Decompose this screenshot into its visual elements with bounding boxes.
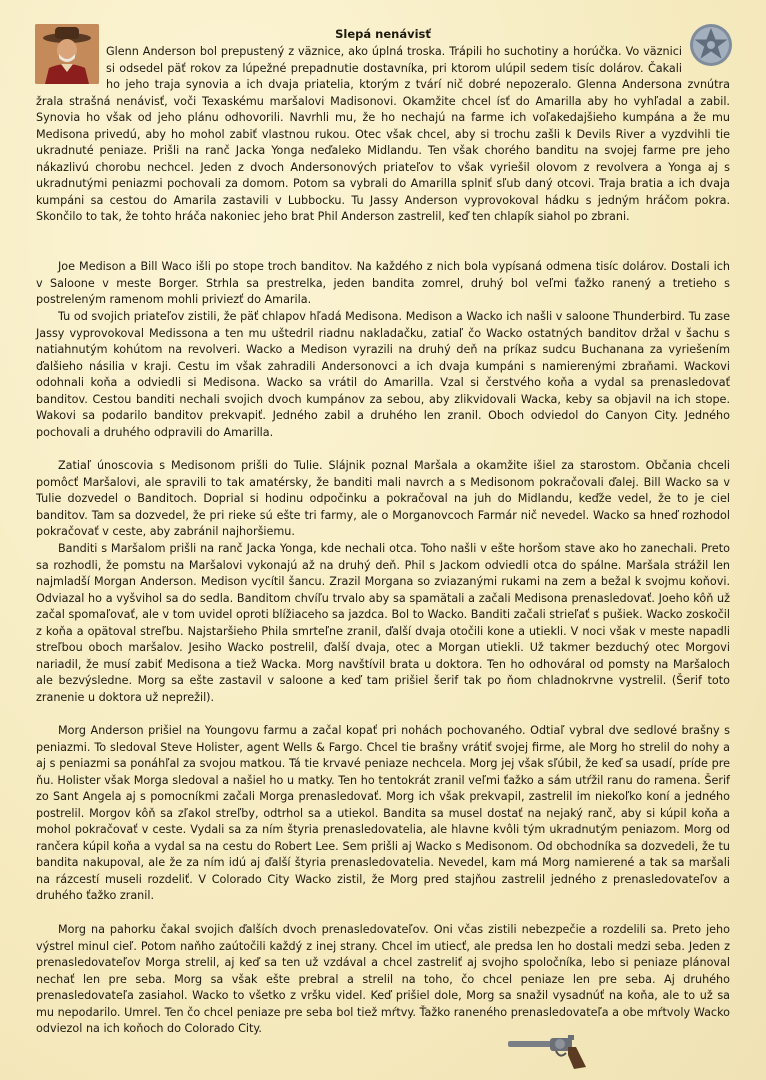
revolver-icon <box>506 1033 590 1071</box>
page-title: Slepá nenávisť <box>335 27 431 41</box>
paragraph-5: Banditi s Maršalom prišli na ranč Jacka Yonga, kde nechali otca. Toho našli v ešte horšom stave ako ho zanechali. Preto sa rozhodli, že pomstu na Maršalovi vykonajú až na druhý deň. Phil s Jackom odviedli otca do spálne. Maršala strážil len najmladší Morgan Anderson. Medison vycítil šancu. Zrazil Morgana so zviazanými rukami na zem a bežal k svojmu koňovi. Odviazal ho a vyšvihol sa do sedla. Banditom chvíľu trvalo aby sa spamätali a začali Medisona prenasledovať. Joeho kôň už začal spomaľovať, ale v tom uvidel oproti blížiaceho sa jazdca. Bol to Wacko. Banditi začali strieľať s pušiek. Wacko zoskočil z koňa a opätoval streľbu. Najstaršieho Phila smrteľne zranil, ďalší dvaja otočili kone a utiekli. V noci však v meste napadli streľbou oboch maršalov. Jesiho Wacko postrelil, ďalší dvaja, otec a Morgan utiekli. Už takmer bezduchý otec Morgovi nariadil, že musí zabiť Medisona a tiež Wacka. Morg navštívil brata u doktora. Ten ho odhováral od pomsty na Maršaloch ale bezvýsledne. Morg sa ešte zastavil v saloone a keď tam prišiel šerif tak po ňom chladnokrvne vystrelil. (Šerif toto zranenie u doktora už neprežil). <box>36 542 730 704</box>
paragraph-6: Morg Anderson prišiel na Youngovu farmu a začal kopať pri nohách pochovaného. Odtiaľ vybral dve sedlové brašny s peniazmi. To sledoval Steve Holister, agent Wells & Fargo. Chcel tie brašny vrátiť svojej firme, ale Morg ho strelil do nohy a aj s peniazmi sa ponáhľal za svojou matkou. Tá tie krvavé peniaze nechcela. Morg jej však sľúbil, že keď sa usadí, príde pre ňu. Holister však Morga sledoval a našiel ho u matky. Ten ho tentokrát zranil veľmi ťažko a sám utŕžil ranu do ramena. Šerif zo Sant Angela aj s pomocníkmi začali Morga prenasledovať. Morg ich však prekvapil, zastrelil im niekoľko koní a jedného postrelil. Morgov kôň sa zľakol streľby, odtrhol sa a utiekol. Bandita sa musel dostať na nejaký ranč, aby si kúpil koňa a mohol pokračovať v ceste. Vydali sa za ním štyria prenasledovatelia, ale hlavne kvôli tým ukradnutým peniazom. Morg od rančera kúpil koňa a vydal sa na cestu do Robert Lee. Sem prišli aj Wacko s Medisonom. Od obchodníka sa dozvedeli, že tu bandita nakupoval, ale že za ním idú aj ďalší štyria prenasledovatelia. Nevedel, kam má Morg namierené a tak sa maršali na rázcestí museli rozdeliť. V Colorado City Wacko zistil, že Morg pred stajňou zastrelil jedného z prenasledovateľov a druhého ťažko zranil. <box>36 724 730 903</box>
paragraph-4: Zatiaľ únoscovia s Medisonom prišli do Tulie. Slájnik poznal Maršala a okamžite išiel za starostom. Občania chceli pomôcť Maršalovi, ale spravili to tak amatérsky, že banditi mali navrch a s Medisonom pokračovali ďalej. Bill Wacko sa v Tulie dozvedel o Banditoch. Doprial si hodinu odpočinku a pokračoval na juh do Midlandu, keďže vedel, že to je ciel banditov. Tam sa dozvedel, že pri rieke sú ešte tri farmy, ale o Morganovcoch Farmár nič nevedel. Wacko sa hneď rozhodol pokračovať v ceste, aby zabránil najhoršiemu. <box>36 459 730 539</box>
paragraph-3: Tu od svojich priateľov zistili, že päť chlapov hľadá Medisona. Medison a Wacko ich našli v saloone Thunderbird. Tu zase Jassy vyprovokoval Medissona a ten mu uštedril riadnu nakladačku, zatiaľ čo Wacko ostatných banditov držal v šachu s natiahnutým kohútom na revolveri. Wacko a Medison vyrazili na druhý deň na príkaz sudcu Buchanana za vyriešením ďalšieho násilia v kraji. Cestu im však zahradili Andersonovci a ich dvaja kumpáni s namierenými zbraňami. Wackovi odohnali koňa a odviedli si Medisona. Wacko sa vrátil do Amarilla. Vzal si čerstvého koňa a vydal sa prenasledovať banditov. Cestou banditi nechali svojich dvoch kumpánov za sebou, aby zlikvidovali Wacka, keby sa objavil na ich stope. Wakovi sa podarilo banditov prekvapiť. Jedného zabil a druhého len zranil. Oboch odviedol do Canyon City. Jedného pochovali a druhého odpravili do Amarilla. <box>36 310 730 439</box>
paragraph-7: Morg na pahorku čakal svojich ďalších dvoch prenasledovateľov. Oni včas zistili nebezpečie a rozdelili sa. Preto jeho výstrel minul cieľ. Potom naňho zaútočili každý z inej strany. Chcel im utiecť, ale predsa len ho dostali medzi seba. Jeden z prenasledovateľov Morga strelil, aj keď sa ten už vzdával a chcel zastreliť aj svojho spoločníka, lebo si peniaze plánoval nechať len pre seba. Morg sa však ešte prebral a strelil na toho, čo chcel peniaze len pre seba. Aj druhého prenasledovateľa zasiahol. Wacko to všetko z vršku videl. Keď prišiel dole, Morg sa snažil vysadnúť na koňa, ale to už sa mu nepodarilo. Umrel. Ten čo chcel peniaze pre seba bol tiež mŕtvy. Ťažko raneného prenasledovateľa a obe mŕtvoly Wacko odviezol na ich koňoch do Colorado City. <box>36 923 730 1036</box>
paragraph-1: Glenn Anderson bol prepustený z väznice, ako úplná troska. Trápili ho suchotiny a horúčka. Vo väznici si odsedel päť rokov za lúpežné prepadnutie dostavníka, pri ktorom ulúpil sedem tisíc dolárov. Čakali ho jeho traja synovia a ich dvaja priatelia, ktorým z tvárí nič dobré nepozeralo. Glenna Andersona zvnútra žrala strašná nenávisť, voči Texaskému maršalovi Madisonovi. Okamžite chcel ísť do Amarilla aby ho vyhľadal a zabil. Synovia ho však od jeho plánu odhovorili. Navrhli mu, že ho nechajú na farme ich voľakedajšieho kumpána a že mu Medisona privedú, aby ho mohol zabiť vlastnou rukou. Otec však chcel, aby si trochu zašli k Devils River a vyzdvihli tie ukradnuté peniaze. Prišli na ranč Jacka Yonga neďaleko Midlandu. Ten však chorého banditu na svojej farme pre jeho nákazlivú chorobu nechcel. Jeden z dvoch Andersonových priateľov to však vyriešil olovom z revolvera a Yonga aj s ukradnutými peniazmi pochovali za domom. Potom sa vybrali do Amarilla splniť sľub daný otcovi. Traja bratia a ich dvaja kumpáni sa cestou do Amarila zastavili v Lubbocku. Tu Jassy Anderson vyprovokoval hádku s jedným hráčom pokra. Skončilo to tak, že tohto hráča nakoniec jeho brat Phil Anderson zastrelil, keď ten chlapík siahol po zbrani. <box>36 45 730 224</box>
paragraph-2: Joe Medison a Bill Waco išli po stope troch banditov. Na každého z nich bola vypísaná odmena tisíc dolárov. Dostali ich v Saloone v meste Borger. Strhla sa prestrelka, jeden bandita zomrel, druhý bol veľmi ťažko ranený a tretieho s postreleným ramenom mohli priviezť do Amarila. <box>36 260 730 307</box>
